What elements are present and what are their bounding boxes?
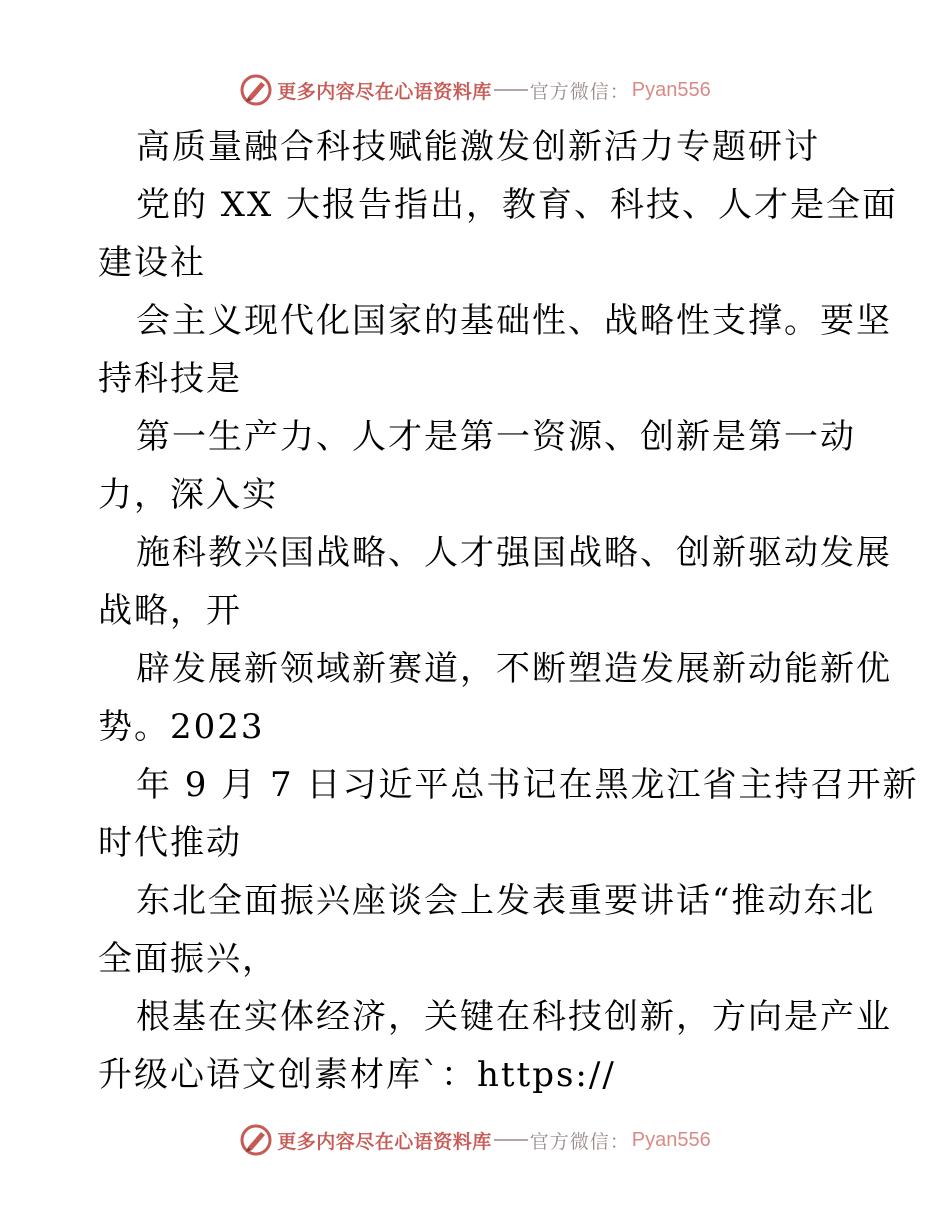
text-line: 根基在实体经济，关键在科技创新，方向是产业 bbox=[136, 997, 892, 1037]
text-line: 战略，开 bbox=[98, 591, 242, 631]
header-banner bbox=[0, 70, 950, 110]
pen-logo-icon bbox=[239, 73, 273, 107]
banner-wechat-label: 官方微信： bbox=[529, 80, 630, 103]
text-line: 持科技是 bbox=[98, 359, 242, 399]
banner-text: 更多内容尽在心语资料库 bbox=[277, 80, 492, 103]
text-line: 党的 XX 大报告指出，教育、科技、人才是全面 bbox=[136, 185, 899, 225]
document-body bbox=[98, 118, 919, 1104]
text-line: 全面振兴， bbox=[98, 939, 278, 979]
banner-dash bbox=[494, 89, 528, 91]
banner-dash bbox=[494, 1139, 528, 1141]
text-line: 会主义现代化国家的基础性、战略性支撑。要坚 bbox=[136, 301, 892, 341]
text-line: 年 9 月 7 日习近平总书记在黑龙江省主持召开新 bbox=[136, 765, 919, 805]
text-line: 东北全面振兴座谈会上发表重要讲话“推动东北 bbox=[136, 881, 876, 921]
text-line: 第一生产力、人才是第一资源、创新是第一动 bbox=[136, 417, 856, 457]
document-title: 高质量融合科技赋能激发创新活力专题研讨 bbox=[136, 127, 820, 167]
text-line: 力，深入实 bbox=[98, 475, 278, 515]
text-line: 建设社 bbox=[98, 243, 206, 283]
text-line: 辟发展新领域新赛道，不断塑造发展新动能新优 bbox=[136, 649, 892, 689]
text-line: 时代推动 bbox=[98, 823, 242, 863]
banner-wechat-id: Pyan556 bbox=[631, 1128, 711, 1151]
banner-wechat-id: Pyan556 bbox=[631, 78, 711, 101]
text-line: 升级心语文创素材库`：https:// bbox=[98, 1055, 616, 1095]
banner-wechat-label: 官方微信： bbox=[529, 1130, 630, 1153]
pen-logo-icon bbox=[239, 1123, 273, 1157]
text-line: 施科教兴国战略、人才强国战略、创新驱动发展 bbox=[136, 533, 892, 573]
banner-text: 更多内容尽在心语资料库 bbox=[277, 1130, 492, 1153]
text-line: 势。2023 bbox=[98, 707, 265, 747]
footer-banner bbox=[0, 1120, 950, 1160]
